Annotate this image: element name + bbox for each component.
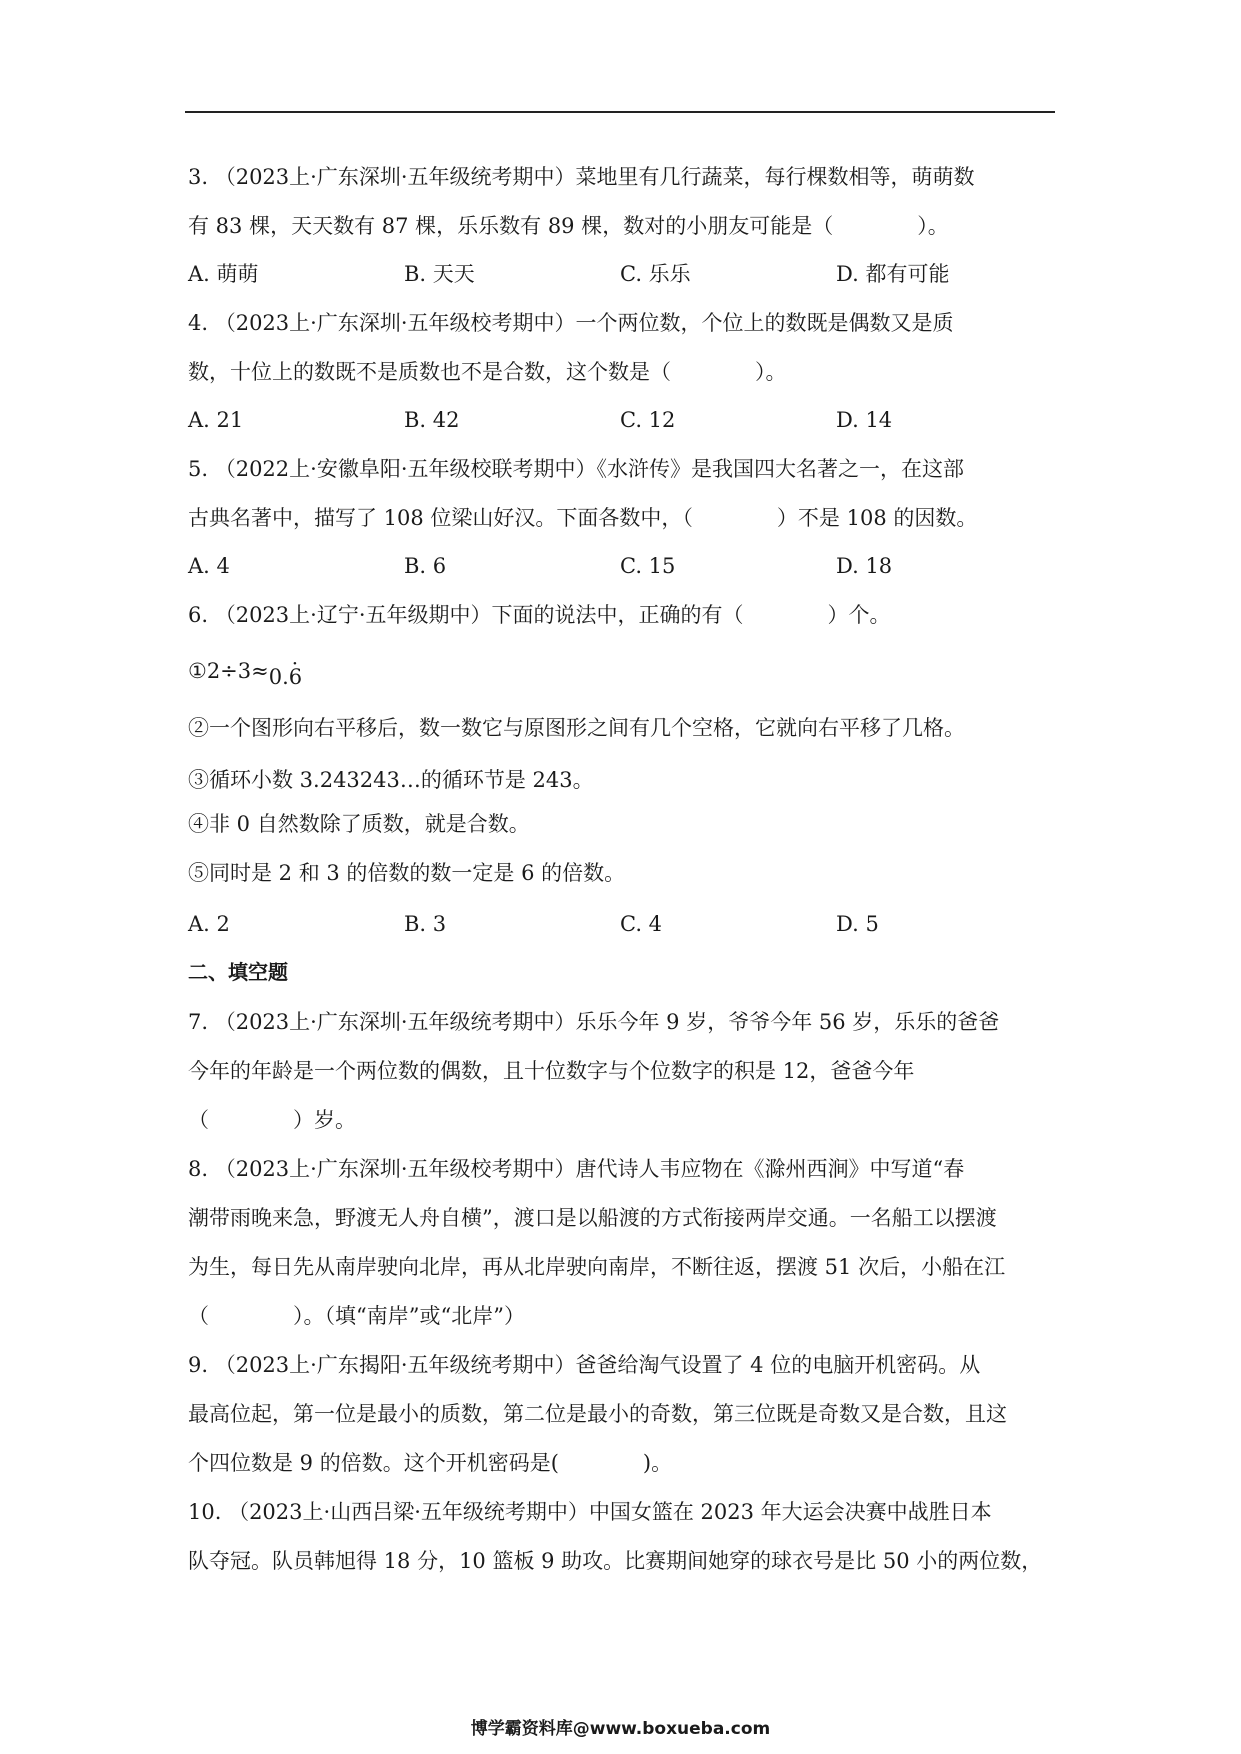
decimal-repeat: 6 ·: [289, 665, 302, 689]
question-4-line-2: 数，十位上的数既不是质数也不是合数，这个数是（ ）。: [188, 360, 787, 384]
option-b[interactable]: B. 42: [404, 408, 460, 432]
option-c[interactable]: C. 4: [620, 912, 663, 936]
option-c[interactable]: C. 乐乐: [620, 262, 691, 286]
statement-4: ④非 0 自然数除了质数，就是合数。: [188, 812, 530, 836]
header-rule: [185, 111, 1055, 113]
option-b[interactable]: B. 天天: [404, 262, 475, 286]
question-5-line-1: 5. （2022上·安徽阜阳·五年级校联考期中）《水浒传》是我国四大名著之一，在这部: [188, 457, 965, 481]
option-c[interactable]: C. 15: [620, 554, 676, 578]
statement-1-text: ①2÷3≈: [188, 659, 269, 683]
question-3-line-2: 有 83 棵，天天数有 87 棵，乐乐数有 89 棵，数对的小朋友可能是（ ）。: [188, 214, 949, 238]
question-10-line-1: 10. （2023上·山西吕梁·五年级统考期中）中国女篮在 2023 年大运会决赛中战胜日本: [188, 1500, 992, 1524]
option-c[interactable]: C. 12: [620, 408, 676, 432]
question-9-line-2: 最高位起，第一位是最小的质数，第二位是最小的奇数，第三位既是奇数又是合数，且这: [188, 1402, 1007, 1426]
option-a[interactable]: A. 4: [188, 554, 230, 578]
question-8-line-4: （ ）。（填“南岸”或“北岸”）: [188, 1304, 525, 1328]
option-a[interactable]: A. 萌萌: [188, 262, 259, 286]
question-7-line-2: 今年的年龄是一个两位数的偶数，且十位数字与个位数字的积是 12，爸爸今年: [188, 1059, 915, 1083]
statement-3: ③循环小数 3.243243…的循环节是 243。: [188, 768, 594, 792]
question-3-line-1: 3. （2023上·广东深圳·五年级统考期中）菜地里有几行蔬菜，每行棵数相等，萌萌数: [188, 165, 975, 189]
option-d[interactable]: D. 18: [836, 554, 893, 578]
question-6-line-1: 6. （2023上·辽宁·五年级期中）下面的说法中，正确的有（ ）个。: [188, 603, 891, 627]
option-d[interactable]: D. 5: [836, 912, 879, 936]
question-8-line-3: 为生，每日先从南岸驶向北岸，再从北岸驶向南岸，不断往返，摆渡 51 次后，小船在江: [188, 1255, 1006, 1279]
question-7-line-3: （ ）岁。: [188, 1108, 356, 1132]
option-d[interactable]: D. 14: [836, 408, 893, 432]
footer-watermark: 博学霸资料库@www.boxueba.com: [470, 1719, 771, 1739]
question-9-line-1: 9. （2023上·广东揭阳·五年级统考期中）爸爸给淘气设置了 4 位的电脑开机密码。从: [188, 1353, 981, 1377]
question-5-line-2: 古典名著中，描写了 108 位梁山好汉。下面各数中，（ ）不是 108 的因数。: [188, 506, 978, 530]
section-heading: 二、填空题: [188, 960, 288, 984]
statement-1: [188, 657, 303, 689]
question-7-line-1: 7. （2023上·广东深圳·五年级统考期中）乐乐今年 9 岁，爷爷今年 56 岁，乐乐的爸爸: [188, 1010, 1000, 1034]
question-4-line-1: 4. （2023上·广东深圳·五年级校考期中）一个两位数，个位上的数既是偶数又是质: [188, 311, 954, 335]
option-a[interactable]: A. 2: [188, 912, 230, 936]
question-8-line-1: 8. （2023上·广东深圳·五年级校考期中）唐代诗人韦应物在《滁州西涧》中写道“春: [188, 1157, 965, 1181]
option-b[interactable]: B. 6: [404, 554, 447, 578]
repeating-decimal: [269, 665, 302, 689]
question-9-line-3: 个四位数是 9 的倍数。这个开机密码是( )。: [188, 1451, 673, 1475]
decimal-int: 0.: [268, 665, 289, 689]
question-10-line-2: 队夺冠。队员韩旭得 18 分，10 篮板 9 助攻。比赛期间她穿的球衣号是比 50 小的两位数，: [188, 1549, 1043, 1573]
statement-2: ②一个图形向右平移后，数一数它与原图形之间有几个空格，它就向右平移了几格。: [188, 716, 965, 740]
statement-5: ⑤同时是 2 和 3 的倍数的数一定是 6 的倍数。: [188, 861, 626, 885]
option-a[interactable]: A. 21: [188, 408, 244, 432]
option-d[interactable]: D. 都有可能: [836, 262, 950, 286]
option-b[interactable]: B. 3: [404, 912, 447, 936]
question-8-line-2: 潮带雨晚来急，野渡无人舟自横”，渡口是以船渡的方式衔接两岸交通。一名船工以摆渡: [188, 1206, 997, 1230]
